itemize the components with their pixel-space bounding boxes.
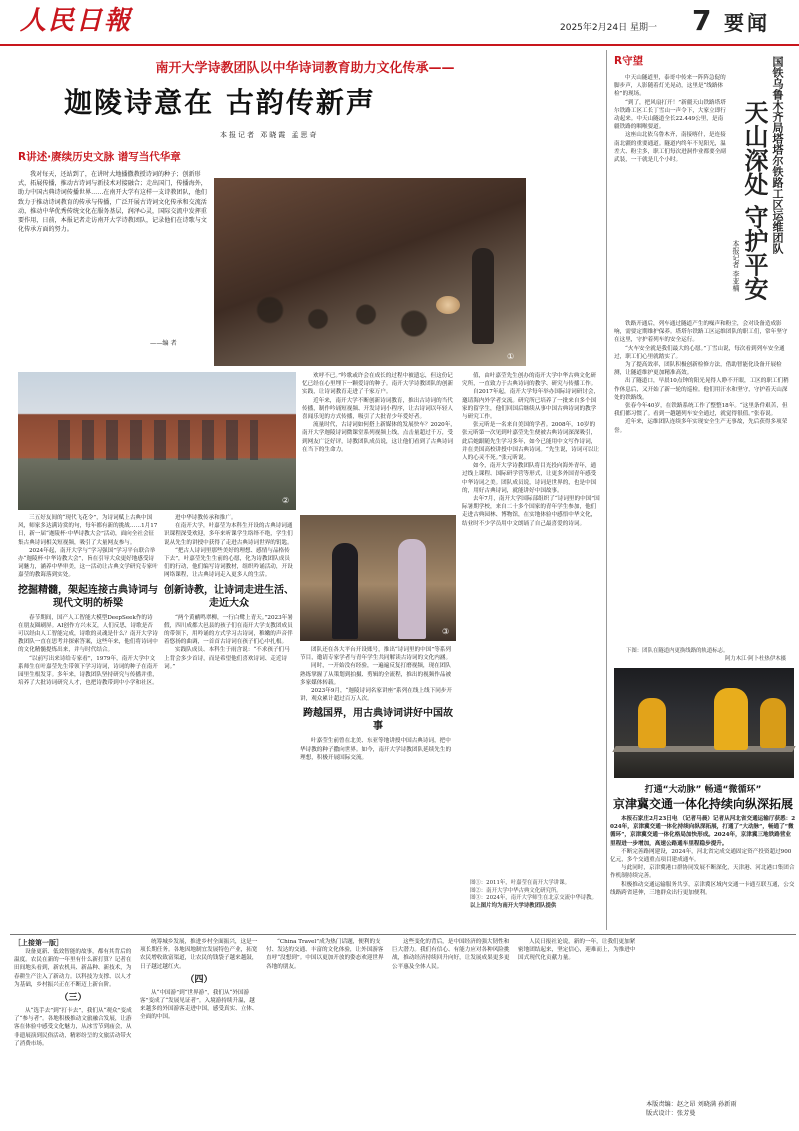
- paragraph: 值，由叶嘉莹先生创办的南开大学中华古典文化研究所，一直致力于古典诗词的教学、研究与传播工作。: [462, 373, 597, 388]
- paragraph: “China Travel”成为热门话题，便利的支付、发达的交通、丰富的文化体验，让外国游客直呼“没想到”。中国以更加开放的姿态欢迎世界各地的朋友。: [266, 939, 384, 970]
- side-byline: 本报记者 李亚楠: [732, 240, 740, 292]
- speaker-figure: [472, 248, 494, 344]
- cont-col-5: [518, 938, 636, 1106]
- page-section-name: 要闻: [724, 11, 770, 35]
- paragraph: 叶嘉莹生前曾在北美、东亚等地讲授中国古典诗词，把中华诗教的种子撒向世界。如今，南开大学诗教团队延续先生的理想，积极开展国际交流。: [300, 738, 452, 761]
- paragraph: 同时，一开始没有经验，一遍遍反复打磨视频，现在团队熟练掌握了从策划到拍摄、剪辑的全流程，推出的视频作品被多家媒体转载。: [300, 663, 452, 686]
- column-divider: [606, 50, 607, 930]
- paragraph: 不断完善路网建设，2024年，河北省完成交通固定资产投资超过900亿元，多个交通重点项目建成通车。: [610, 848, 792, 864]
- paragraph: 流量时代，古诗词如何搭上新媒体的发展快车？2020年，南开大学迦陵诗词微课堂系列视频上线，点击量超过千万，受到网友广泛好评，诗教团队成员说，这让他们看到了古典诗词在当下的生命力。: [302, 422, 456, 453]
- caption-1: 图①：2011年，叶嘉莹在南开大学讲课。: [470, 880, 570, 886]
- photo-number-2: ②: [282, 496, 290, 505]
- main-column-c-top: [302, 372, 456, 510]
- photo-tunnel-workers: [614, 668, 794, 778]
- paragraph: 团队还在各大平台开设账号，推出“诗词里的中国”等系列节目，邀请专家学者与青年学生共同解读古诗词的文化内涵。: [300, 647, 452, 662]
- cont-col-3: [266, 938, 384, 1106]
- paragraph: 2023年9月，“迦陵诗词名家讲座”系列在线上线下同步开讲，观众累计超过百万人次。: [300, 688, 452, 703]
- paragraph: 人民日报社论说，新的一年，让我们更加紧密地团结起来，坚定信心，迎难而上，为推进中国式现代化贡献力量。: [518, 939, 636, 962]
- section-heading: 跨越国界，用古典诗词讲好中国故事: [303, 708, 453, 733]
- side-column-tag: R守望: [614, 55, 644, 67]
- bottom-divider: [10, 934, 796, 935]
- issue-date: 2025年2月24日 星期一: [560, 23, 657, 33]
- paragraph: 张春今年40岁，在铁路系统工作了整整18年。“这里条件艰苦，但我们都习惯了。看到一趟趟列车安全通过，就觉得很值。”张春说。: [614, 403, 788, 418]
- worker-2: [714, 688, 748, 750]
- paragraph: 欢呼不已。”吟歌或许会在成长的过程中被遗忘，但这份记忆已经在心里埋下一颗爱诗的种子。南开大学诗教团队的创新实践，让诗词教育走进了千家万户。: [302, 373, 454, 396]
- side-vertical-headline: 天山深处 守护平安: [740, 100, 768, 301]
- continued-heading: ［上接第一版］: [14, 939, 63, 947]
- section-heading: 挖掘精髓，架起连接古典诗词与现代文明的桥梁: [18, 584, 158, 609]
- main-column-b: [164, 514, 294, 930]
- paragraph: 张元昕是一名来自美国的学者。2008年，10岁的张元昕第一次见到叶嘉莹先生便被古典诗词深深吸引，此后她跟随先生学习多年，如今已能用中文写作诗词，并在美国高校讲授中国古典诗词。“先生说，诗词可以让人的心灵不死。”张元昕说。: [462, 422, 600, 462]
- main-kicker: 南开大学诗教团队以中华诗词教育助力文化传承——: [155, 61, 455, 76]
- editor-note-sign: ——编 者: [150, 340, 177, 347]
- paragraph: 从“选手去”到“打卡去”，我们从“观众”变成了“参与者”。各地积极推动文旅融合发展，让游客在体验中感受文化魅力，从冰雪节到庙会，从非遗展演到民俗活动，精彩纷呈的文旅活动带火了消费市场。: [14, 1008, 132, 1047]
- side-caption-credit: 阿力木江·阿卜杜热伊木摄: [724, 655, 786, 662]
- person-left: [332, 543, 358, 639]
- photo-lecture-hall: [214, 178, 526, 366]
- side-story: [610, 50, 796, 684]
- section-heading: （四）: [185, 974, 213, 985]
- paragraph: 近年来，南开大学不断创新诗词教育，推出古诗词的当代传播，制作吟诵短视频、开发诗词小程序，让古诗词以年轻人喜闻乐见的方式传播，吸引了大批青少年爱好者。: [302, 397, 454, 421]
- paragraph: “两个黄鹂鸣翠柳，一行白鹭上青天。”2023年暑假，四川成都大邑县的孩子们在南开大学支教团成员的带领下，用吟诵的方式学习古诗词，稚嫩的声音伴着悠扬的曲调，一首首古诗词在孩子们心中扎根。: [164, 614, 293, 646]
- paragraph: 在南开大学，叶嘉莹为本科生开设的古典诗词通识课程深受欢迎，多年来听课学生络绎不绝，学生们说从先生的讲授中获得了走进古典诗词世界的钥匙。: [164, 523, 293, 546]
- editor-note: 我对每天，还站到了，在讲时大地播撒教授诗词的种子；创新形式，拓展传播，推动古诗词与新技术对接融合；走出国门，传播海外，助力中国古典诗词传播世界……在南开大学有这样一支诗教团队，他们致力于推动诗词教育的传承与传播，广泛开展古诗词文化传承和交流活动，推动中华优秀传统文化在服务基层，润泽心灵，国际交流中发挥重要作用，日前，本报记者走访南开大学诗教团队，记录他们在诗歌与文化传承方面的努力。: [18, 171, 207, 234]
- main-column-c-bottom: [300, 646, 456, 930]
- photo-exchange-scene: [300, 515, 456, 641]
- cont-col-2: [140, 938, 258, 1106]
- paragraph: “把古人诗词里那些美好的理想、感情与品格传下去”，叶嘉莹先生生前的心愿，化为诗教团队成员们的行动，他们编写诗词教材，组织吟诵活动，开设网络课程，让古典诗词走入更多人的生活。: [164, 547, 293, 579]
- brief-story: [610, 784, 796, 932]
- paragraph: 进中华诗教传承和推广。: [175, 515, 237, 521]
- flower-bouquet: [436, 296, 460, 314]
- paragraph: 2024年起，南开大学与“学习强国”学习平台联合举办“迦陵杯·中华诗教大会”，旨在引导大众更好地感受诗词魅力，涵养中华审美，这一活动让古典文学研究专家叶嘉莹的教诲落到实处。: [18, 547, 158, 579]
- paragraph: 三五好友间的“现代飞花令”，为诗词赋上古典中国风，师家多达满诗赏的句，每年都有新的挑战……1月17日，新一届“迦陵杯·中华诗教大会”活动，面向全社会征集古典诗词相关短视频，吸引了大量网友参与。: [18, 515, 158, 546]
- side-vertical-kicker: 国铁乌鲁木齐局塔塔尔铁路工区运维团队: [771, 56, 784, 254]
- newspaper-logo: 人民日報: [20, 6, 133, 36]
- paragraph: 这些变化的背后，是中国经济的强大韧性和巨大潜力。我们有信心、有能力应对各种风险挑战，推动经济持续回升向好，让发展成果更多更公平惠及全体人民。: [392, 939, 510, 970]
- side-column-left: [614, 74, 726, 314]
- column-tag: R讲述·赓续历史文脉 谱写当代华章: [18, 151, 181, 163]
- brief-headline: 京津冀交通一体化持续向纵深拓展: [612, 797, 793, 811]
- worker-3: [760, 698, 786, 748]
- side-caption-text: 下图：团队在隧道内更换线路的轨道标志。: [626, 648, 729, 654]
- paragraph: 近年来，运维团队连续多年实现安全生产无事故，先后获得多项荣誉。: [614, 419, 788, 434]
- editors-credit: 本版责编：赵之昂 刘晓满 孙新雨: [646, 1101, 737, 1108]
- page-number: 7: [692, 4, 712, 37]
- paragraph: 为了提高效率，团队积极创新检修方法，借助智能化设备开展检测，让隧道维护更加精准高效。: [614, 362, 782, 377]
- person-right: [398, 539, 426, 639]
- continued-article: [10, 938, 796, 1108]
- main-feature: [0, 50, 604, 932]
- main-column-d: [462, 372, 600, 876]
- side-photo-caption: [626, 648, 796, 663]
- caption-2: 图②：南开大学中华古典文化研究所。: [470, 887, 562, 894]
- paragraph: 去年7月，南开大学国际部组织了“诗词里的中国”国际暑期学校，来自二十多个国家的青年学生参加，他们走进古典园林、博物馆，在实地体验中感悟中华文化，结业时不少学员用中文朗诵了自己最喜爱的诗词。: [462, 496, 600, 527]
- paragraph: 本报石家庄2月23日电 （记者马晨）记者从河北省交通运输厅获悉：2024年，京津冀交通一体化持续向纵深拓展，打通了“大动脉”，畅通了“微循环”，京津冀交通一体化格局加快形成。2024年，京津冀三地铁路营业里程进一步增加，高速公路通车里程稳步提升。: [610, 816, 796, 847]
- paragraph: 如今，南开大学诗教团队将目光投向海外青年，通过线上课程、国际研学营等形式，让更多外国青年感受中华诗词之美。团队成员说，诗词是世界的，也是中国的，用好古典诗词，就能讲好中国故事。: [462, 463, 597, 494]
- photo-institute-building: [18, 372, 296, 510]
- paragraph: 自2017年起，南开大学每年举办国际诗词研讨会，邀请海内外学者交流。研究所已培养了一批来自多个国家的留学生，他们回国后继续从事中国古典诗词的教学与研究工作。: [462, 389, 600, 421]
- section-heading: （三）: [59, 993, 87, 1004]
- masthead: [0, 0, 799, 46]
- brief-kicker: 打通“大动脉” 畅通“微循环”: [644, 785, 762, 795]
- page-credits: [646, 1100, 796, 1118]
- main-headline: 迦陵诗意在 古韵传新声: [64, 86, 376, 119]
- paragraph: 春节期间，国产人工智能大模型DeepSeek作的诗在朋友圈刷屏。AI创作方兴未艾，人们反思，诗歌是否可以经由人工智能完成，诗歌的灵魂是什么？南开大学诗教团队一直在思考并探索答案，这些年来，他们将诗词中的文化精髓提炼出来，并与时代结合。: [18, 614, 158, 654]
- paragraph: 中天山隧道里，泰哥中传来一阵阵急促的脚步声，人影随着灯光晃动，这里是“线路体检”的现场。: [614, 75, 726, 98]
- worker-1: [638, 698, 666, 748]
- paragraph: “到了，把风扇打开！”新疆天山铁路塔塔尔铁路工区工长丁雪山一声令下，大家立即行动起来。中天山隧道全长22.449公里，是南疆铁路的咽喉要道。: [614, 99, 726, 131]
- paragraph: 从“中国游”到“世界游”，我们从“外国游客”变成了“发展见证者”。入境游持续升温，越来越多的外国游客走进中国，感受真实、立体、全面的中国。: [140, 989, 258, 1021]
- paragraph: 铁路开通后，列车通过隧道产生的噪声和粉尘，会对设备造成影响，需要定期维护保养。塔塔尔铁路工区运维团队的职工们，常年坚守在这里，守护着列车的安全运行。: [614, 321, 788, 344]
- photo-number-1: ①: [507, 352, 515, 361]
- cont-col-1: [14, 938, 132, 1106]
- paragraph: 与此同时，京津冀港口群协同发展不断深化，天津港、河北港口集团合作机制持续完善。: [610, 865, 795, 880]
- paragraph: 实践队成员、本科生于雨含说：“不求孩子们马上背会多少首诗，而是希望他们喜欢诗词、走近诗词。”: [164, 647, 290, 670]
- main-byline: 本报记者 邓晓霞 孟思奇: [220, 131, 319, 139]
- photo-captions: [470, 880, 600, 910]
- side-column-bottom: [614, 320, 792, 680]
- designer-credit: 版式设计：张芳曼: [646, 1110, 696, 1117]
- paragraph: “以前写出来诗给专家看”，1979年，南开大学中文系师生在叶嘉莹先生带领下学习诗词，诗词的种子在南开园里生根发芽。多年来，诗教团队坚持研究与传播并重，培养了大批诗词研究人才，也把诗教带到中小学和社区。: [18, 655, 158, 687]
- section-heading: 创新诗教，让诗词走进生活、走近大众: [164, 584, 294, 609]
- caption-credit: 以上图片均为南开大学诗教团队提供: [470, 902, 557, 909]
- paragraph: “火车安全就是我们最大的心愿。”丁雪山说，每次看到列车安全通过，职工们心里就踏实了。: [614, 345, 785, 360]
- audience-crowd: [222, 274, 462, 364]
- cont-col-4: [392, 938, 510, 1106]
- caption-3: 图③：2024年，南开大学师生在北京交流中华诗教。: [470, 895, 597, 902]
- main-column-a: [18, 514, 158, 930]
- building-windows: [58, 420, 258, 460]
- paragraph: 统筹城乡发展，推进乡村全面振兴，这是一项长期任务。各地因地制宜发展特色产业，拓宽农民增收致富渠道，让农民的钱袋子越来越鼓，日子越过越红火。: [140, 939, 258, 970]
- paragraph: 积极推动交通运输服务共享，京津冀区域内交通一卡通互联互通，公交线路跨省延伸，三地群众出行更加便利。: [610, 881, 795, 896]
- paragraph: 这座山北依乌鲁木齐，南接喀什，是连接南北疆的重要通道。隧道内终年不见阳光，温差大、粉尘多，职工们每次进洞作业都要全副武装，一干就是几个小时。: [614, 132, 726, 164]
- paragraph: 出了隧道口，早晨10点钟的阳光晃得人睁不开眼，工区的职工们稍作休息后，又开始了新一轮的巡检。他们用汗水和坚守，守护着天山深处的铁路线。: [614, 378, 789, 401]
- paragraph: 设备更新、低效智能的故事，都有其背后的温度。农民在新的一年里有什么新打算？记者在田间地头看到，新农机具、新品种、新技术，为春耕生产注入了新动力。以科技为支撑、以人才为基础，乡村振兴正在不断迈上新台阶。: [14, 949, 132, 988]
- photo-number-3: ③: [442, 627, 450, 636]
